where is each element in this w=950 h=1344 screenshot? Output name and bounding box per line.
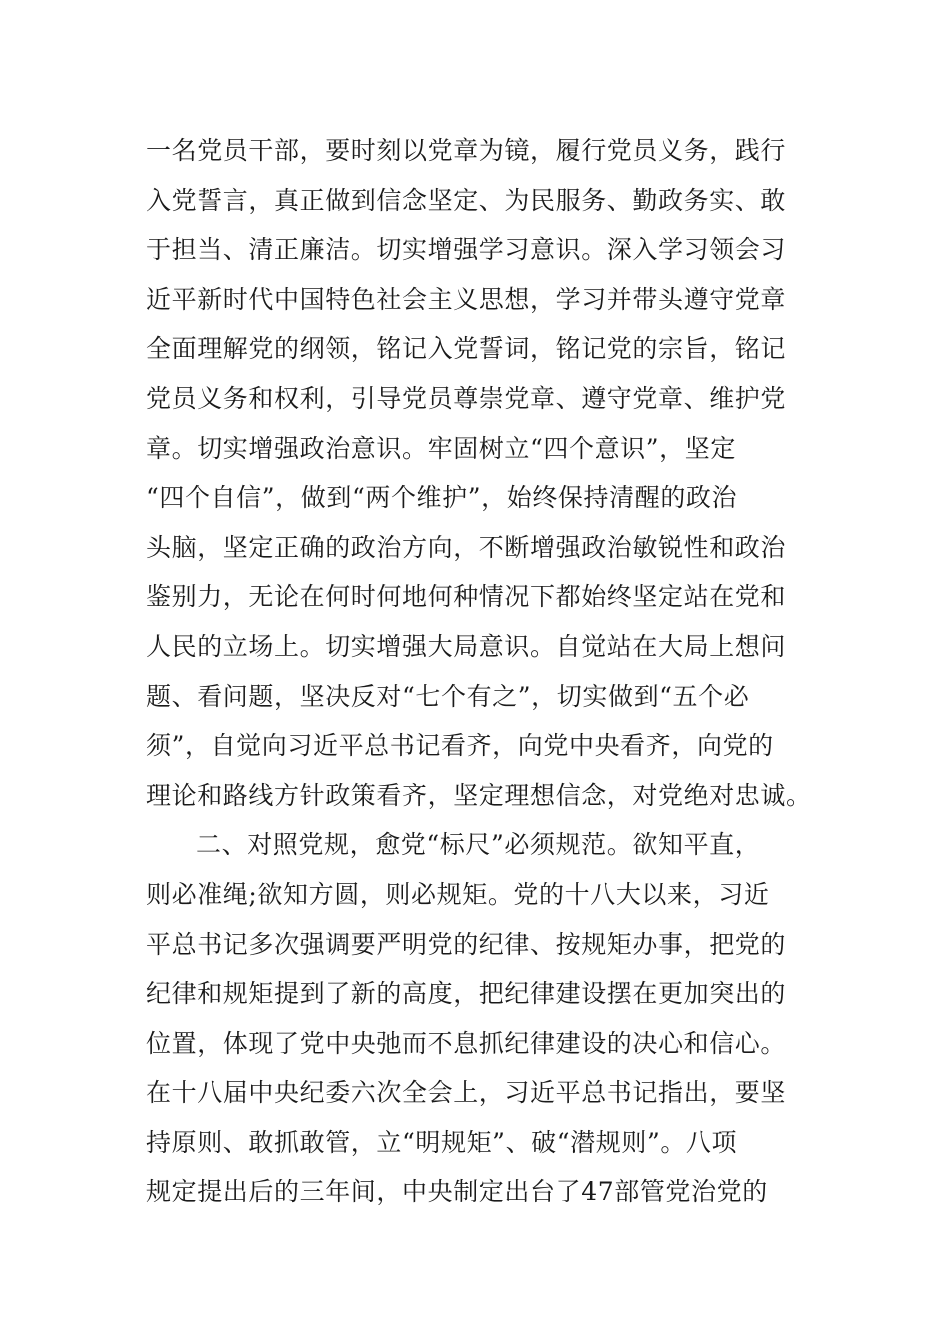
text-line: 在十八届中央纪委六次全会上，习近平总书记指出，要坚 bbox=[146, 1078, 787, 1108]
text-line: 题、看问题，坚决反对“七个有之”，切实做到“五个必 bbox=[146, 681, 750, 711]
text-line: 平总书记多次强调要严明党的纪律、按规矩办事，把党的 bbox=[146, 929, 787, 959]
text-line: 入党誓言，真正做到信念坚定、为民服务、勤政务实、敢 bbox=[146, 185, 787, 215]
text-line: 人民的立场上。切实增强大局意识。自觉站在大局上想问 bbox=[146, 631, 787, 661]
text-line: 全面理解党的纲领，铭记入党誓词，铭记党的宗旨，铭记 bbox=[146, 334, 787, 364]
text-line: 规定提出后的三年间，中央制定出台了47部管党治党的 bbox=[146, 1177, 768, 1207]
text-line: 持原则、敢抓敢管，立“明规矩”、破“潜规则”。八项 bbox=[146, 1127, 738, 1157]
text-line: 位置，体现了党中央弛而不息抓纪律建设的决心和信心。 bbox=[146, 1028, 787, 1058]
text-line: 一名党员干部，要时刻以党章为镜，履行党员义务，践行 bbox=[146, 136, 787, 165]
text-line: 鉴别力，无论在何时何地何种情况下都始终坚定站在党和 bbox=[146, 582, 787, 612]
text-line: 须”，自觉向习近平总书记看齐，向党中央看齐，向党的 bbox=[146, 731, 774, 761]
text-line: 章。切实增强政治意识。牢固树立“四个意识”，坚定 bbox=[146, 433, 736, 463]
text-line: 则必准绳;欲知方圆，则必规矩。党的十八大以来，习近 bbox=[146, 879, 770, 909]
text-line: 理论和路线方针政策看齐，坚定理想信念，对党绝对忠诚。 bbox=[146, 780, 812, 810]
text-line: 纪律和规矩提到了新的高度，把纪律建设摆在更加突出的 bbox=[146, 979, 787, 1009]
text-line: 党员义务和权利，引导党员尊崇党章、遵守党章、维护党 bbox=[146, 383, 787, 413]
paragraph-start-line: 二、对照党规，愈党“标尺”必须规范。欲知平直， bbox=[196, 830, 761, 860]
text-line: 于担当、清正廉洁。切实增强学习意识。深入学习领会习 bbox=[146, 235, 787, 265]
text-line: 头脑，坚定正确的政治方向，不断增强政治敏锐性和政治 bbox=[146, 532, 787, 562]
text-line: 近平新时代中国特色社会主义思想，学习并带头遵守党章 bbox=[146, 284, 787, 314]
body-text bbox=[146, 126, 826, 1217]
text-line: “四个自信”，做到“两个维护”，始终保持清醒的政治 bbox=[146, 483, 738, 513]
